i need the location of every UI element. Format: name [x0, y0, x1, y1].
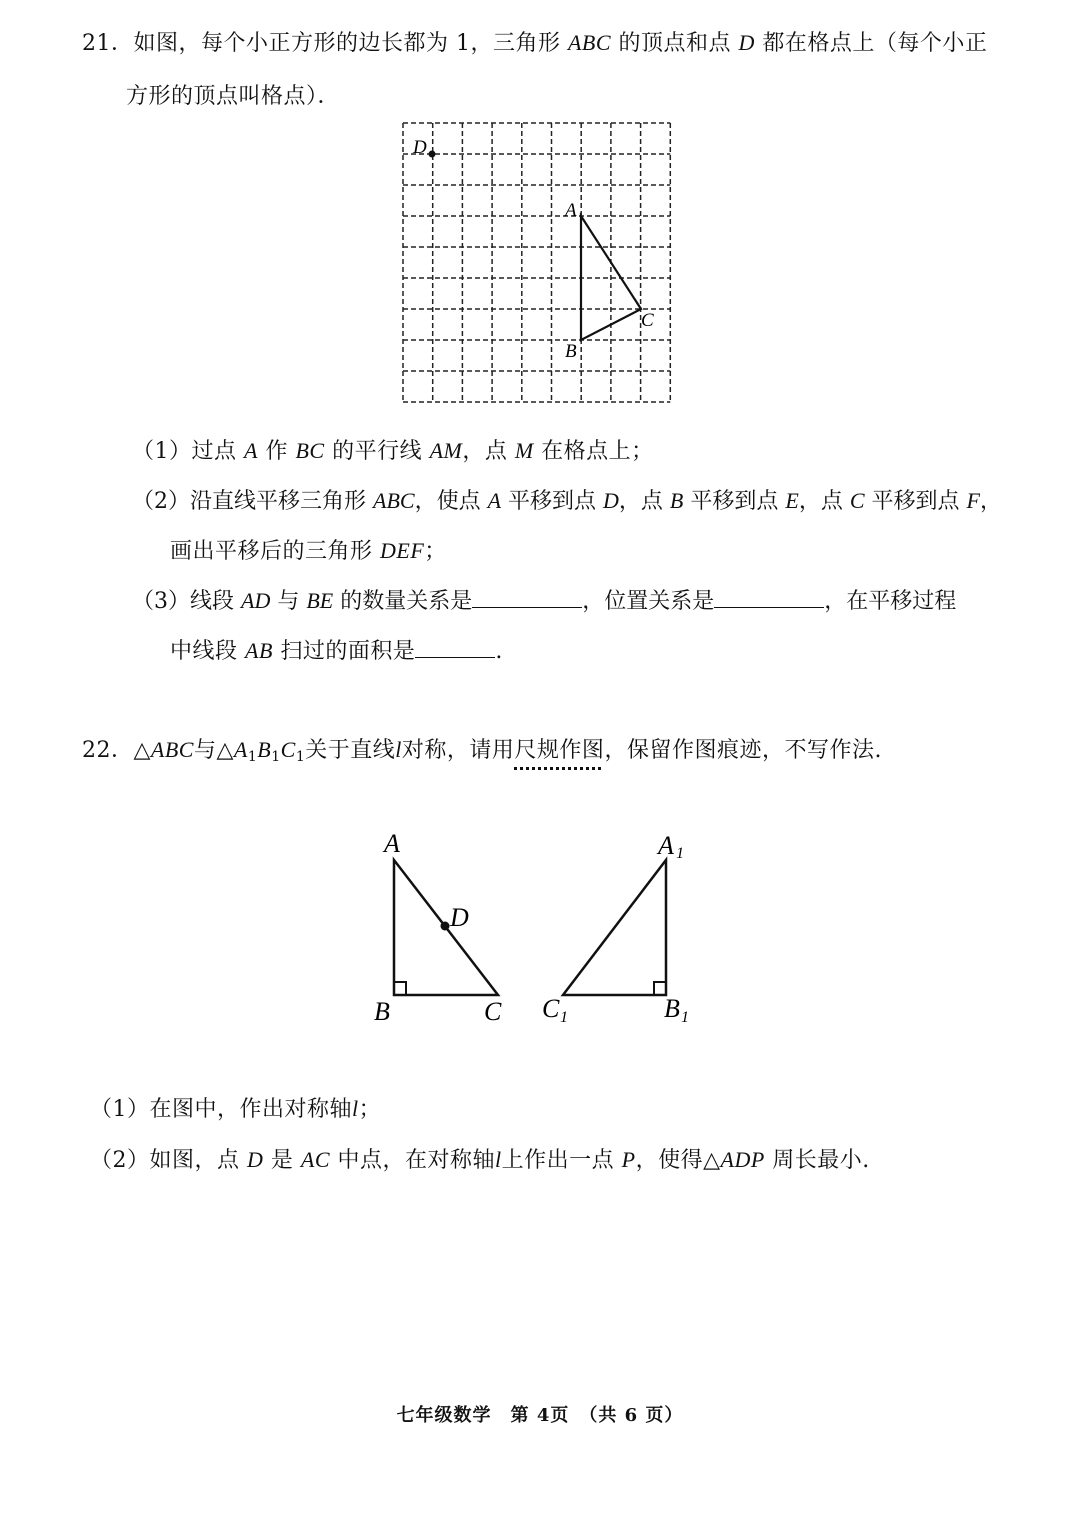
- text: 平移到点: [501, 489, 604, 514]
- text: 画出平移后的三角形: [170, 539, 380, 564]
- label-a1: A: [658, 831, 674, 860]
- text: ADP: [720, 1147, 765, 1172]
- label-c: C: [641, 310, 654, 331]
- point-d: [429, 151, 436, 158]
- text: C: [280, 737, 296, 762]
- text: 的平行线: [324, 439, 430, 464]
- text: l: [352, 1096, 359, 1121]
- text: ，点: [462, 439, 515, 464]
- text: P: [621, 1147, 636, 1172]
- text: A: [244, 438, 258, 463]
- label-b1-sub: 1: [681, 1009, 689, 1026]
- q21-stem-line2: 方形的顶点叫格点）．: [126, 84, 341, 109]
- q21-part2-line2: [170, 536, 447, 567]
- text: BE: [306, 588, 334, 613]
- q21-part1: [132, 436, 654, 467]
- text: （3）线段: [132, 589, 241, 614]
- text: BC: [295, 438, 325, 463]
- label-a: A: [565, 200, 577, 221]
- q21-part3-line1: [132, 586, 956, 617]
- answer-blank[interactable]: [472, 589, 582, 608]
- label-d: D: [450, 903, 469, 932]
- text: 都在格点上（每个小正: [754, 31, 988, 56]
- label-a1-sub: 1: [676, 845, 684, 862]
- text: AB: [245, 638, 273, 663]
- answer-blank[interactable]: [415, 639, 495, 658]
- text: E: [785, 488, 799, 513]
- text: ；: [358, 1097, 382, 1122]
- text: M: [514, 438, 534, 463]
- q21-part2-line1: [132, 486, 1002, 517]
- text: C: [849, 488, 865, 513]
- right-angle-b: [394, 982, 406, 995]
- q21-grid-figure: [395, 115, 685, 415]
- text: 上作出一点: [501, 1148, 622, 1173]
- text: ；: [424, 539, 447, 564]
- text: 中线段: [170, 639, 245, 664]
- text: ，: [979, 489, 1002, 514]
- text: 是: [263, 1148, 301, 1173]
- label-b: B: [565, 341, 577, 362]
- label-b1: B: [664, 994, 680, 1023]
- q22-figure: [360, 820, 720, 1035]
- label-a: A: [384, 829, 400, 858]
- text: B: [257, 737, 272, 762]
- grid-lines: [403, 123, 670, 402]
- q21-part3-line2: [170, 636, 503, 667]
- text: D: [603, 488, 619, 513]
- text: ，位置关系是: [582, 589, 715, 614]
- text: 22．: [82, 738, 134, 763]
- text: F: [966, 488, 980, 513]
- text: 在格点上；: [533, 439, 654, 464]
- text: （2）如图，点: [90, 1148, 247, 1173]
- text: 21．如图，每个小正方形的边长都为 1，三角形: [82, 31, 568, 56]
- label-b: B: [374, 997, 390, 1026]
- text: D: [247, 1147, 264, 1172]
- text: 1: [271, 749, 281, 765]
- text: B: [669, 488, 684, 513]
- text: （1）在图中，作出对称轴: [90, 1097, 352, 1122]
- text: AD: [241, 588, 271, 613]
- q22-part1: [90, 1094, 381, 1125]
- text: 的数量关系是: [333, 589, 473, 614]
- text: 作: [257, 439, 296, 464]
- text: 中点，在对称轴: [330, 1148, 496, 1173]
- answer-blank[interactable]: [714, 589, 824, 608]
- q22-stem: [82, 735, 882, 772]
- text: 对称，请用: [401, 738, 515, 763]
- page-footer: 七年级数学 第 4页 （共 6 页）: [396, 1405, 684, 1426]
- text: 与: [270, 589, 307, 614]
- label-c: C: [484, 997, 502, 1026]
- text: ABC: [373, 488, 415, 513]
- text: DEF: [380, 538, 425, 563]
- label-d: D: [413, 137, 427, 158]
- text: D: [738, 30, 755, 55]
- text: AC: [300, 1147, 331, 1172]
- text: 周长最小.: [764, 1148, 870, 1173]
- text: ，保留作图痕迹，不写作法.: [604, 738, 882, 763]
- text: 1: [247, 749, 258, 765]
- text: 关于直线: [305, 738, 396, 763]
- text: （1）过点: [132, 439, 244, 464]
- text: （2）沿直线平移三角形: [132, 489, 373, 514]
- text: l: [495, 1147, 502, 1172]
- text: ，点: [798, 489, 850, 514]
- text: ，在平移过程: [824, 589, 957, 614]
- text: △ABC: [133, 737, 194, 762]
- text: 的顶点和点: [611, 31, 739, 56]
- text: .: [495, 639, 503, 664]
- text: 与: [193, 738, 217, 763]
- q21-stem-line1: [82, 28, 987, 59]
- text: AM: [429, 438, 463, 463]
- q22-part2: [90, 1145, 870, 1176]
- text: 1: [295, 749, 306, 765]
- text: 平移到点: [864, 489, 967, 514]
- text: 尺规作图: [514, 738, 605, 763]
- label-c1: C: [542, 994, 560, 1023]
- text: ，使得△: [635, 1148, 721, 1173]
- text: 平移到点: [683, 489, 786, 514]
- text: ABC: [567, 30, 612, 55]
- triangle-a1b1c1: [563, 860, 666, 995]
- text: ，使点: [414, 489, 488, 514]
- text: A: [487, 488, 502, 513]
- text: △A: [216, 737, 248, 762]
- point-d: [441, 922, 450, 931]
- text: ，点: [618, 489, 670, 514]
- text: l: [395, 737, 402, 762]
- label-c1-sub: 1: [560, 1009, 568, 1026]
- text: 扫过的面积是: [272, 639, 416, 664]
